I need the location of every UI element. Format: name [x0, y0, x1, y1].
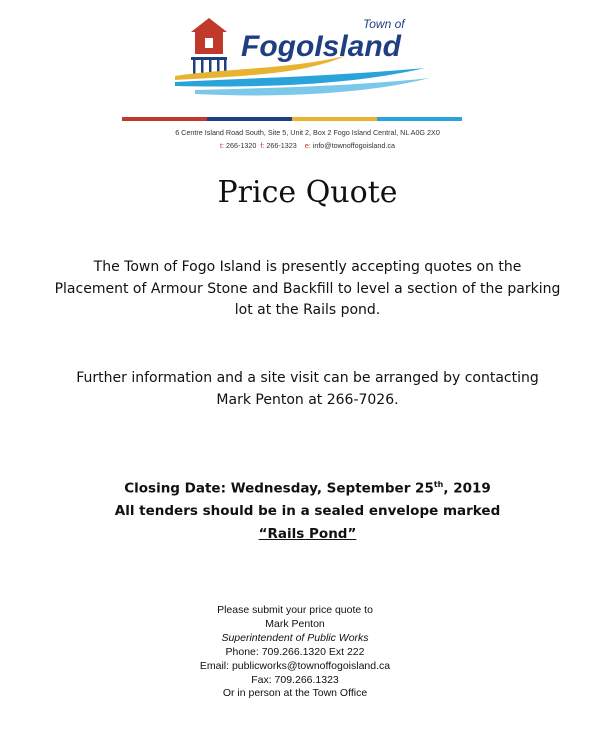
closing-date-ordinal: th [433, 480, 444, 489]
header-contact-line [0, 141, 615, 150]
page-title: Price Quote [217, 175, 398, 210]
envelope-marking [0, 526, 615, 542]
contact-phone: Phone: 709.266.1320 Ext 222 [225, 645, 365, 658]
phone-value: 266-1320 [225, 141, 257, 150]
town-logo [165, 10, 455, 105]
phone-label: t: [219, 141, 224, 150]
fax-label: f: [260, 141, 265, 150]
logo-name-fogo: Fogo [241, 30, 315, 63]
color-bar-blue [207, 117, 292, 121]
logo-name-island: Island [314, 30, 402, 63]
email-value[interactable]: info@townoffogoisland.ca [312, 141, 396, 150]
contact-email[interactable]: Email: publicworks@townoffogoisland.ca [199, 659, 391, 672]
intro-line: lot at the Rails pond. [234, 302, 381, 318]
contact-in-person: Or in person at the Town Office [222, 687, 368, 700]
header-color-bar [122, 117, 462, 121]
sealed-envelope-note: All tenders should be in a sealed envelope marked [114, 503, 501, 519]
email-label: e: [304, 141, 311, 150]
info-paragraph [40, 368, 575, 411]
contact-intro: Please submit your price quote to [217, 604, 373, 616]
info-line: Mark Penton at 266-7026. [216, 391, 399, 408]
logo-town-name [241, 30, 402, 63]
fax-value: 266-1323 [266, 141, 297, 150]
contact-fax: Fax: 709.266.1323 [251, 673, 339, 686]
intro-paragraph [40, 257, 575, 322]
intro-line: Placement of Armour Stone and Backfill to level a section of the parking [54, 280, 561, 297]
contact-position: Superintendent of Public Works [221, 631, 369, 644]
closing-date-year: , 2019 [443, 480, 491, 497]
submission-contact [0, 604, 590, 701]
color-bar-gold [292, 117, 377, 121]
closing-date-prefix: Closing Date: Wednesday, September 25 [124, 480, 434, 497]
rails-pond-label: “Rails Pond” [258, 526, 357, 542]
contact-name: Mark Penton [265, 617, 325, 630]
info-line: Further information and a site visit can be arranged by contacting [76, 370, 539, 386]
intro-line: The Town of Fogo Island is presently accepting quotes on the [93, 259, 522, 275]
header-address: 6 Centre Island Road South, Site 5, Unit 2, Box 2 Fogo Island Central, NL A0G 2X0 [175, 128, 440, 137]
closing-date [0, 480, 615, 497]
color-bar-red [122, 117, 207, 121]
logo-town-of: Town of [363, 17, 405, 31]
color-bar-cyan [377, 117, 462, 121]
house-icon [191, 18, 227, 54]
